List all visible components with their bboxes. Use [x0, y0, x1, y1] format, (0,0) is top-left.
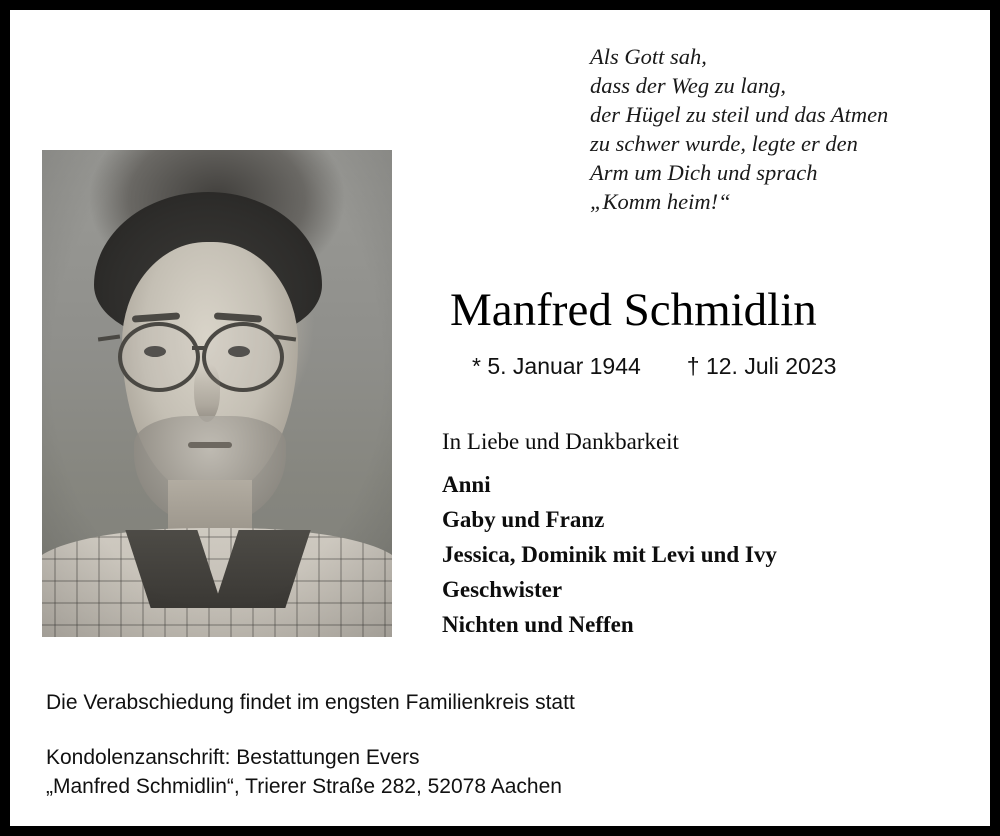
farewell-note: Die Verabschiedung findet im engsten Familienkreis statt	[46, 691, 575, 714]
condolence-line-2: „Manfred Schmidlin“, Trierer Straße 282, 52078 Aachen	[46, 775, 562, 798]
obituary-card	[10, 10, 990, 826]
poem-line-6: „Komm heim!“	[590, 189, 731, 214]
life-dates	[472, 351, 992, 381]
death-date: † 12. Juli 2023	[686, 353, 837, 379]
poem-line-3: der Hügel zu steil und das Atmen	[590, 102, 889, 127]
family-member-1: Anni	[442, 472, 491, 497]
deceased-name: Manfred Schmidlin	[450, 284, 817, 336]
family-member-2: Gaby und Franz	[442, 507, 605, 532]
portrait-image	[42, 150, 392, 637]
portrait-vignette	[42, 150, 392, 637]
poem-line-4: zu schwer wurde, legte er den	[590, 131, 858, 156]
family-member-5: Nichten und Neffen	[442, 612, 634, 637]
poem-line-2: dass der Weg zu lang,	[590, 73, 787, 98]
family-intro: In Liebe und Dankbarkeit	[442, 429, 679, 454]
family-member-4: Geschwister	[442, 577, 563, 602]
poem-line-1: Als Gott sah,	[590, 44, 707, 69]
portrait-photo	[42, 150, 392, 637]
family-member-3: Jessica, Dominik mit Levi und Ivy	[442, 542, 777, 567]
poem-line-5: Arm um Dich und sprach	[590, 160, 818, 185]
footer-block	[46, 688, 976, 801]
family-block	[442, 425, 987, 642]
poem-block	[590, 42, 980, 216]
condolence-line-1: Kondolenzanschrift: Bestattungen Evers	[46, 746, 420, 769]
birth-date: * 5. Januar 1944	[472, 353, 641, 379]
